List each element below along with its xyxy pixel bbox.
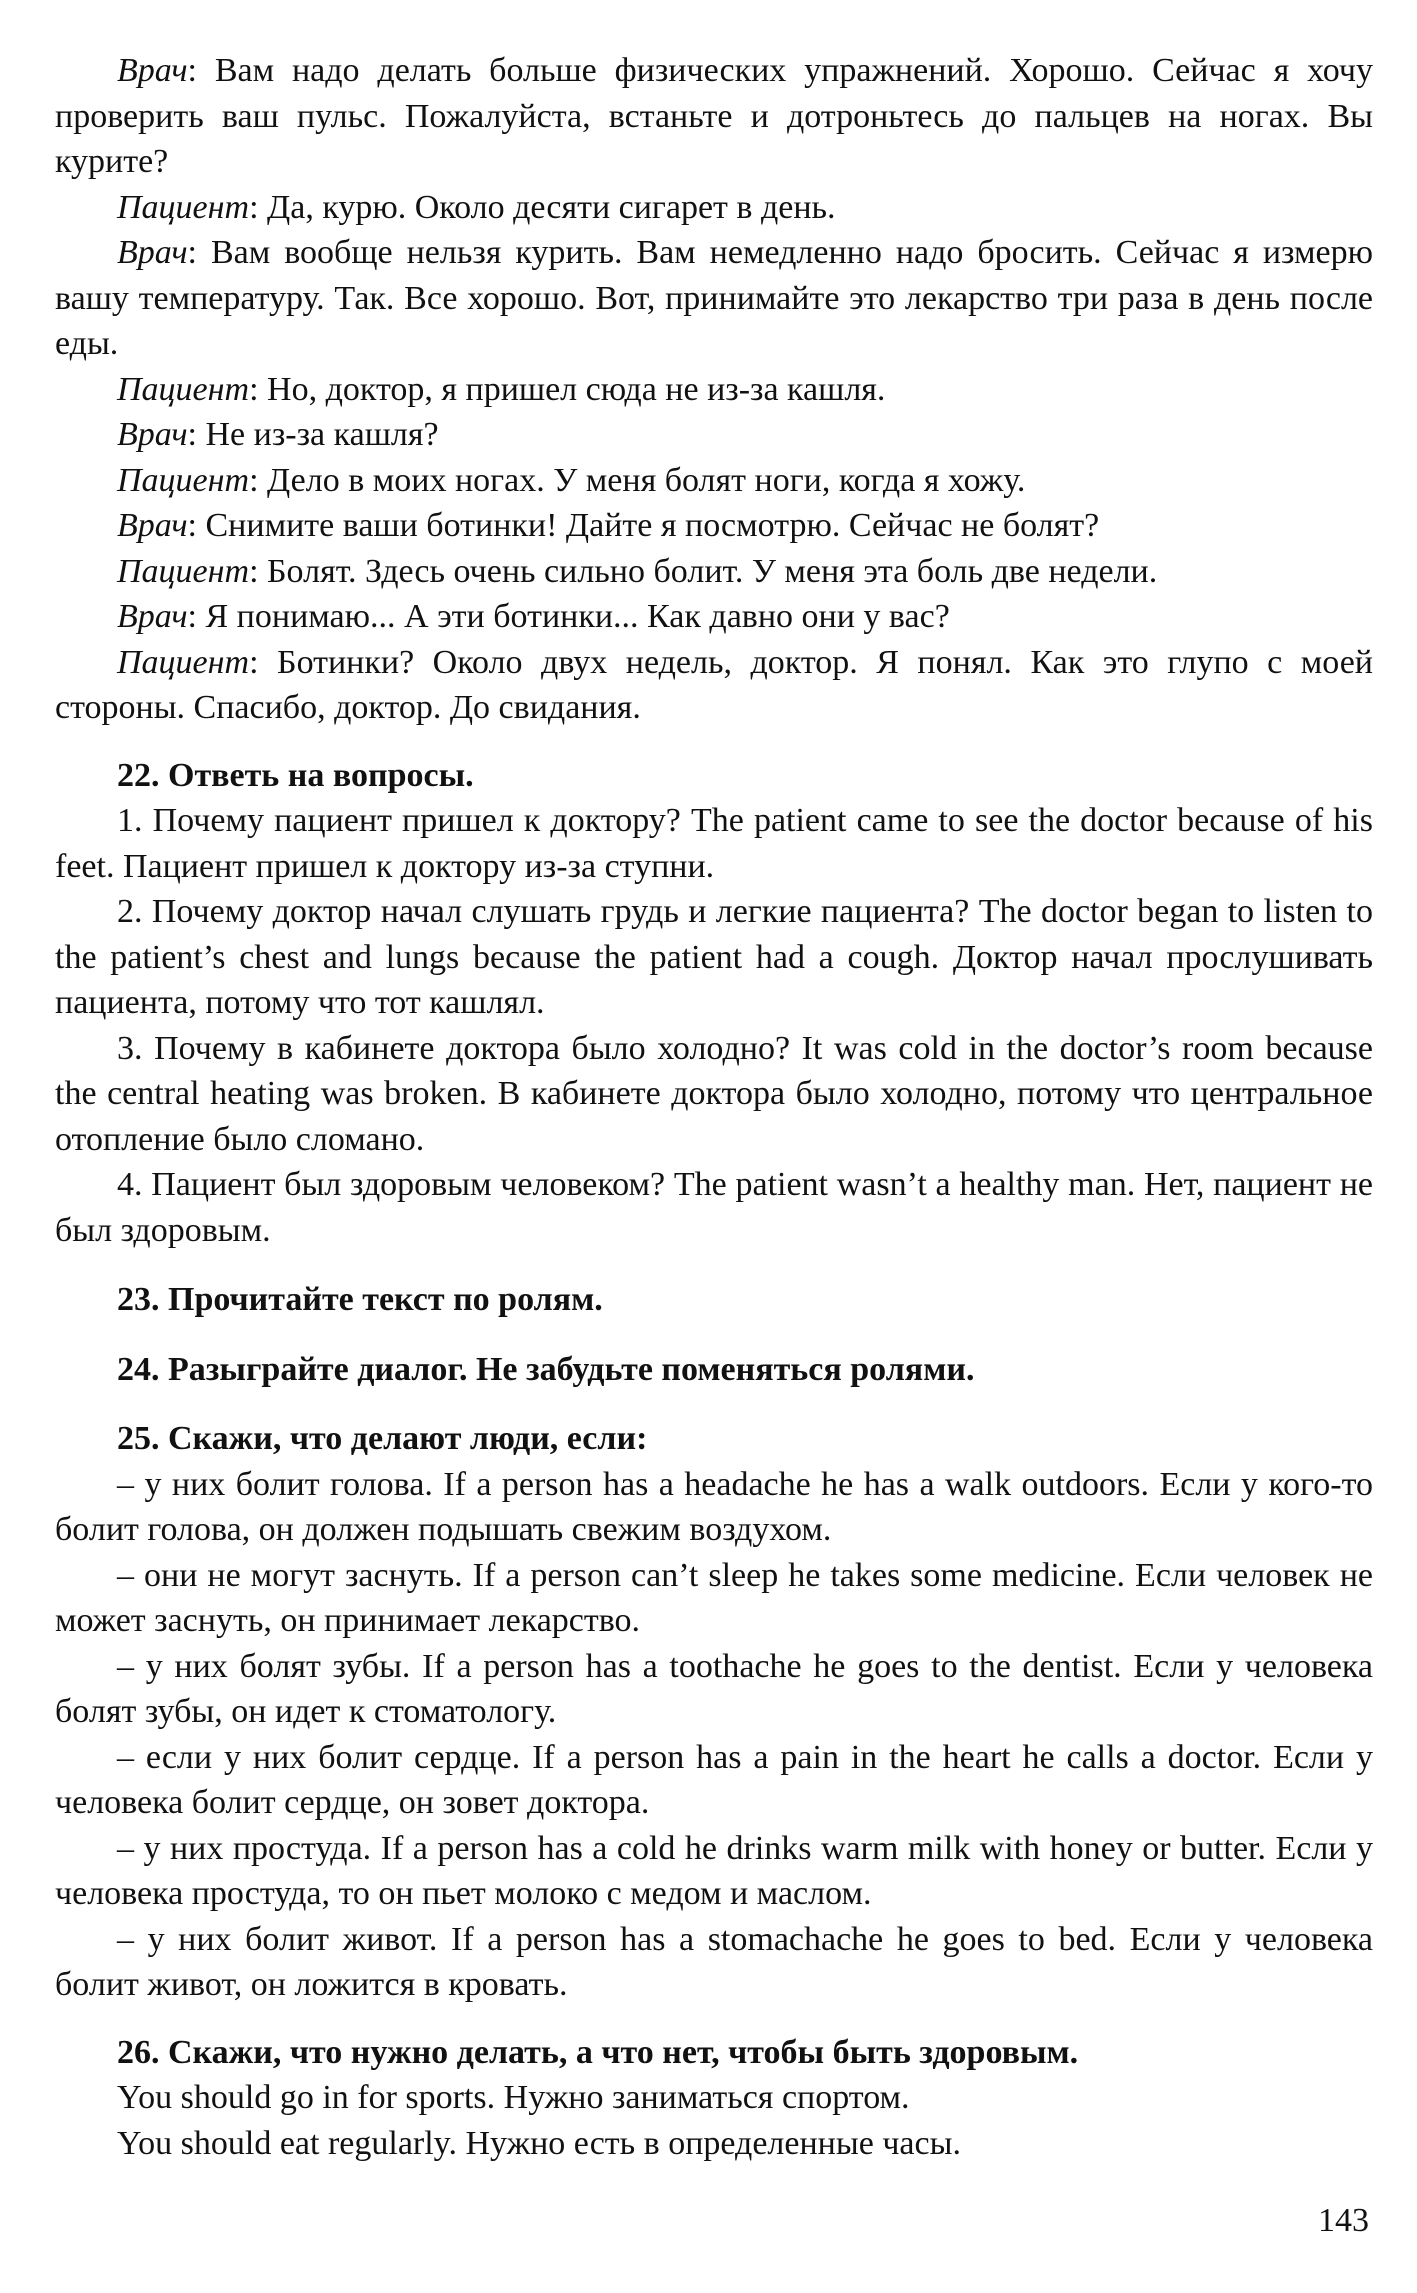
dialogue-line: Пациент: Ботинки? Около двух недель, доктор. Я понял. Как это глупо с моей стороны. Спасибо, доктор. До свидания. bbox=[55, 643, 1373, 726]
answer-item: – они не могут заснуть. If a person can’t sleep he takes some medicine. Если человек не может заснуть, он принимает лекарство. bbox=[55, 1556, 1373, 1639]
line-text: Дело в моих ногах. У меня болят ноги, когда я хожу. bbox=[267, 461, 1026, 499]
exercise-heading: 25. Скажи, что делают люди, если: bbox=[117, 1420, 648, 1457]
speaker: Врач bbox=[117, 234, 188, 271]
exercise-26 bbox=[55, 2030, 1373, 2167]
answer-item: You should eat regularly. Нужно есть в определенные часы. bbox=[117, 2124, 961, 2162]
line-text: Болят. Здесь очень сильно болит. У меня эта боль две недели. bbox=[267, 552, 1158, 590]
exercise-24 bbox=[55, 1347, 1373, 1393]
answer-item: – у них болит живот. If a person has a stomachache he goes to bed. Если у человека болит живот, он ложится в кровать. bbox=[55, 1920, 1373, 2003]
answer-item: 3. Почему в кабинете доктора было холодно? It was cold in the doctor’s room because the central heating was broken. В кабинете доктора было холодно, потому что центральное отопление было сломано. bbox=[55, 1029, 1373, 1158]
dialogue-line: Пациент: Болят. Здесь очень сильно болит. У меня эта боль две недели. bbox=[117, 552, 1158, 590]
speaker: Пациент bbox=[117, 188, 250, 226]
line-text: Снимите ваши ботинки! Дайте я посмотрю. Сейчас не болят? bbox=[205, 507, 1100, 544]
exercise-heading: 22. Ответь на вопросы. bbox=[117, 756, 474, 794]
speaker: Врач bbox=[117, 416, 188, 453]
line-text: Вам вообще нельзя курить. Вам немедленно надо бросить. Сейчас я измерю вашу температуру. Так. Все хорошо. Вот, принимайте это лекарство три раза в день после еды. bbox=[55, 234, 1373, 362]
exercise-22 bbox=[55, 753, 1373, 1254]
speaker: Пациент bbox=[117, 643, 250, 681]
page-number: 143 bbox=[1318, 2202, 1369, 2239]
exercise-25 bbox=[55, 1416, 1373, 2008]
exercise-23 bbox=[55, 1277, 1373, 1323]
answer-item: 2. Почему доктор начал слушать грудь и легкие пациента? The doctor began to listen to the patient’s chest and lungs because the patient had a cough. Доктор начал прослушивать пациента, потому что тот кашлял. bbox=[55, 893, 1373, 1021]
speaker: Пациент bbox=[117, 370, 250, 408]
page-body bbox=[55, 48, 1373, 2166]
answer-item: – у них болят зубы. If a person has a toothache he goes to the dentist. Если у человека болят зубы, он идет к стоматологу. bbox=[55, 1647, 1373, 1730]
answer-item: 1. Почему пациент пришел к доктору? The patient came to see the doctor because of his feet. Пациент пришел к доктору из-за ступни. bbox=[55, 802, 1373, 885]
dialogue-line: Пациент: Да, курю. Около десяти сигарет в день. bbox=[117, 188, 836, 226]
dialogue-line: Врач: Вам надо делать больше физических упражнений. Хорошо. Сейчас я хочу проверить ваш пульс. Пожалуйста, встаньте и дотроньтесь до пальцев на ногах. Вы курите? bbox=[55, 52, 1373, 180]
line-text: Но, доктор, я пришел сюда не из-за кашля. bbox=[267, 370, 886, 408]
exercise-heading: 26. Скажи, что нужно делать, а что нет, чтобы быть здоровым. bbox=[117, 2033, 1079, 2071]
line-text: Ботинки? Около двух недель, доктор. Я понял. Как это глупо с моей стороны. Спасибо, доктор. До свидания. bbox=[55, 643, 1373, 726]
dialogue-line: Пациент: Но, доктор, я пришел сюда не из-за кашля. bbox=[117, 370, 886, 408]
line-text: Не из-за кашля? bbox=[205, 416, 439, 453]
line-text: Вам надо делать больше физических упражнений. Хорошо. Сейчас я хочу проверить ваш пульс. Пожалуйста, встаньте и дотроньтесь до пальцев на ногах. Вы курите? bbox=[55, 52, 1373, 180]
dialogue bbox=[55, 48, 1373, 731]
speaker: Врач bbox=[117, 598, 188, 635]
speaker: Врач bbox=[117, 507, 188, 544]
answer-item: – если у них болит сердце. If a person has a pain in the heart he calls a doctor. Если у человека болит сердце, он зовет доктора. bbox=[55, 1738, 1373, 1821]
speaker: Пациент bbox=[117, 461, 250, 499]
answer-item: – у них болит голова. If a person has a headache he has a walk outdoors. Если у кого-то болит голова, он должен подышать свежим воздухом. bbox=[55, 1465, 1373, 1548]
dialogue-line: Врач: Не из-за кашля? bbox=[117, 416, 439, 453]
line-text: Я понимаю... А эти ботинки... Как давно они у вас? bbox=[205, 598, 950, 635]
exercise-heading: 24. Разыграйте диалог. Не забудьте поменяться ролями. bbox=[117, 1350, 975, 1388]
speaker: Врач bbox=[117, 52, 188, 89]
answer-item: You should go in for sports. Нужно заниматься спортом. bbox=[117, 2079, 910, 2116]
dialogue-line: Врач: Вам вообще нельзя курить. Вам немедленно надо бросить. Сейчас я измерю вашу температуру. Так. Все хорошо. Вот, принимайте это лекарство три раза в день после еды. bbox=[55, 234, 1373, 362]
speaker: Пациент bbox=[117, 552, 250, 590]
dialogue-line: Пациент: Дело в моих ногах. У меня болят ноги, когда я хожу. bbox=[117, 461, 1026, 499]
answer-item: – у них простуда. If a person has a cold he drinks warm milk with honey or butter. Если у человека простуда, то он пьет молоко с медом и маслом. bbox=[55, 1829, 1373, 1912]
dialogue-line: Врач: Снимите ваши ботинки! Дайте я посмотрю. Сейчас не болят? bbox=[117, 507, 1100, 544]
answer-item: 4. Пациент был здоровым человеком? The patient wasn’t a healthy man. Нет, пациент не был здоровым. bbox=[55, 1166, 1373, 1249]
dialogue-line: Врач: Я понимаю... А эти ботинки... Как давно они у вас? bbox=[117, 598, 950, 635]
exercise-heading: 23. Прочитайте текст по ролям. bbox=[117, 1281, 603, 1318]
line-text: Да, курю. Около десяти сигарет в день. bbox=[267, 188, 836, 226]
